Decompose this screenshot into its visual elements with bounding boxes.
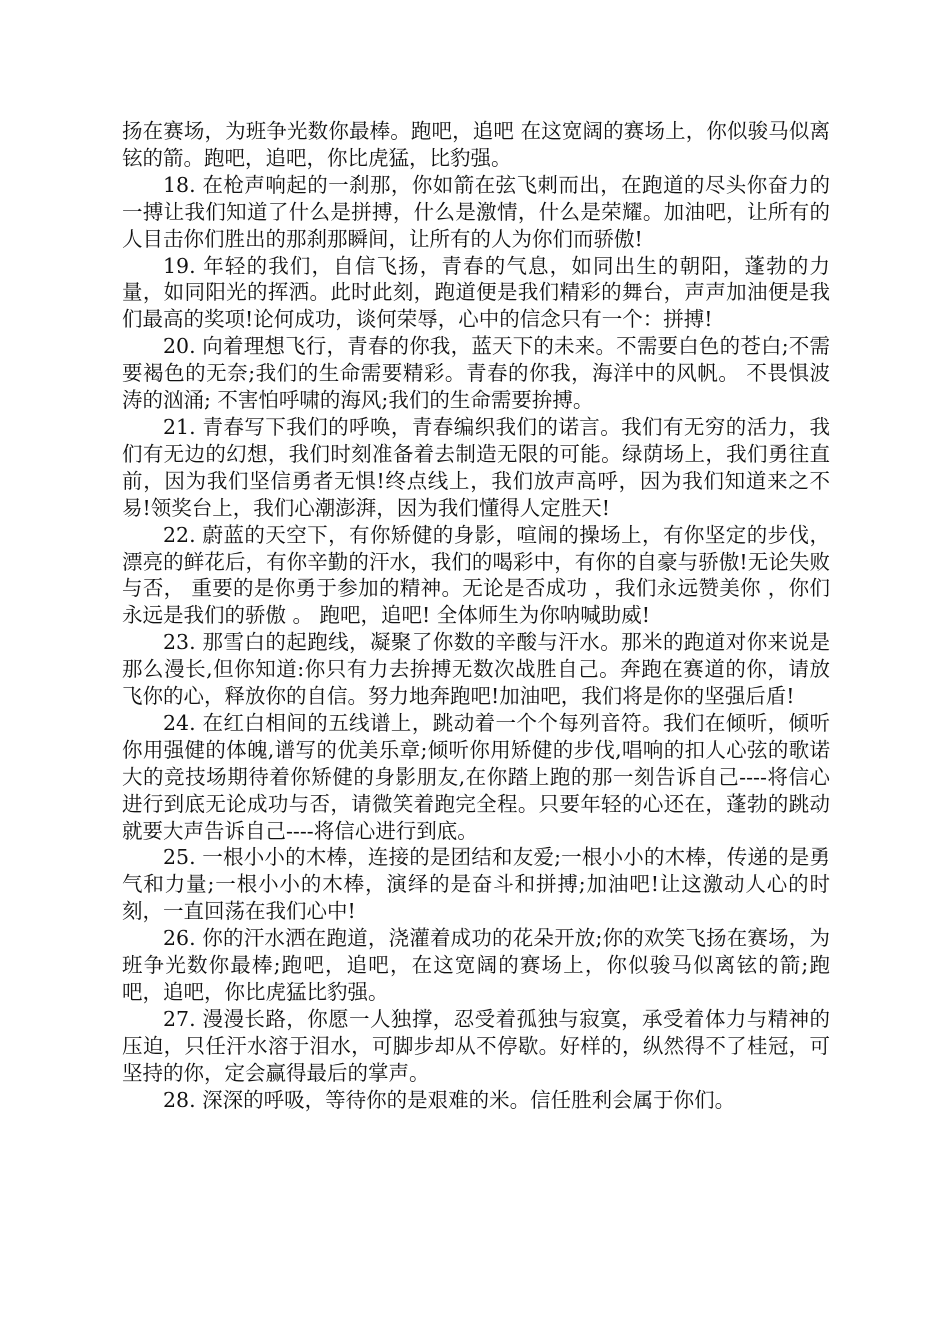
paragraph-continued: 扬在赛场，为班争光数你最棒。跑吧，追吧 在这宽阔的赛场上，你似骏马似离铉的箭。跑吧，追吧，你比虎猛，比豹强。 (122, 119, 830, 170)
paragraph-item-28: 28. 深深的呼吸，等待你的是艰难的米。信任胜利会属于你们。 (163, 1087, 736, 1112)
paragraph-item-23: 23. 那雪白的起跑线，凝聚了你数的辛酸与汗水。那米的跑道对你来说是那么漫长,但你知道:你只有力去拚搏无数次战胜自己。奔跑在赛道的你，请放飞你的心，释放你的自信。努力地奔跑吧!加油吧，我们将是你的坚强后盾! (122, 630, 830, 709)
paragraph-item-21: 21. 青春写下我们的呼唤，青春编织我们的诺言。我们有无穷的活力，我们有无边的幻想，我们时刻准备着去制造无限的可能。绿荫场上，我们勇往直前，因为我们坚信勇者无惧!终点线上，我们放声高呼，因为我们知道来之不易!领奖台上，我们心潮澎湃，因为我们懂得人定胜天! (122, 414, 830, 520)
document-page (122, 118, 830, 1114)
paragraph-item-18: 18. 在枪声响起的一刹那，你如箭在弦飞刺而出，在跑道的尽头你奋力的一搏让我们知道了什么是拼搏，什么是激情，什么是荣耀。加油吧，让所有的人目击你们胜出的那刹那瞬间，让所有的人为你们而骄傲! (122, 172, 830, 251)
paragraph-item-19: 19. 年轻的我们，自信飞扬，青春的气息，如同出生的朝阳，蓬勃的力量，如同阳光的挥洒。此时此刻，跑道便是我们精彩的舞台，声声加油便是我们最高的奖项!论何成功，谈何荣辱，心中的信念只有一个：拼搏! (122, 253, 830, 332)
paragraph-item-22: 22. 蔚蓝的天空下，有你矫健的身影，喧闹的操场上，有你坚定的步伐，漂亮的鲜花后，有你辛勤的汗水，我们的喝彩中，有你的自豪与骄傲!无论失败与否， 重要的是你勇于参加的精神。无论是否成功 ，我们永远赞美你 ，你们永远是我们的骄傲 。 跑吧，追吧! 全体师生为你呐喊助威! (122, 522, 830, 628)
paragraph-item-25: 25. 一根小小的木棒，连接的是团结和友爱;一根小小的木棒，传递的是勇气和力量;一根小小的木棒，演绎的是奋斗和拼搏;加油吧!让这激动人心的时刻，一直回荡在我们心中! (122, 845, 830, 924)
paragraph-item-24: 24. 在红白相间的五线谱上，跳动着一个个每列音符。我们在倾听，倾听你用强健的体魄,谱写的优美乐章;倾听你用矫健的步伐,唱响的扣人心弦的歌诺大的竞技场期待着你矫健的身影朋友,在你踏上跑的那一刻告诉自己----将信心进行到底无论成功与否，请微笑着跑完全程。只要年轻的心还在，蓬勃的跳动就要大声告诉自己----将信心进行到底。 (122, 710, 830, 843)
paragraph-item-26: 26. 你的汗水洒在跑道，浇灌着成功的花朵开放;你的欢笑飞扬在赛场，为班争光数你最棒;跑吧，追吧，在这宽阔的赛场上，你似骏马似离铉的箭;跑吧，追吧，你比虎猛比豹强。 (122, 926, 830, 1004)
paragraph-item-27: 27. 漫漫长路，你愿一人独撑，忍受着孤独与寂寞，承受着体力与精神的压迫，只任汗水溶于泪水，可脚步却从不停歇。好样的，纵然得不了桂冠，可坚持的你，定会赢得最后的掌声。 (122, 1006, 830, 1085)
paragraph-item-20: 20. 向着理想飞行，青春的你我，蓝天下的未来。不需要白色的苍白;不需要褐色的无奈;我们的生命需要精彩。青春的你我，海洋中的风帆。 不畏惧波涛的汹涌; 不害怕呼啸的海风;我们的生命需要拚搏。 (122, 334, 830, 413)
